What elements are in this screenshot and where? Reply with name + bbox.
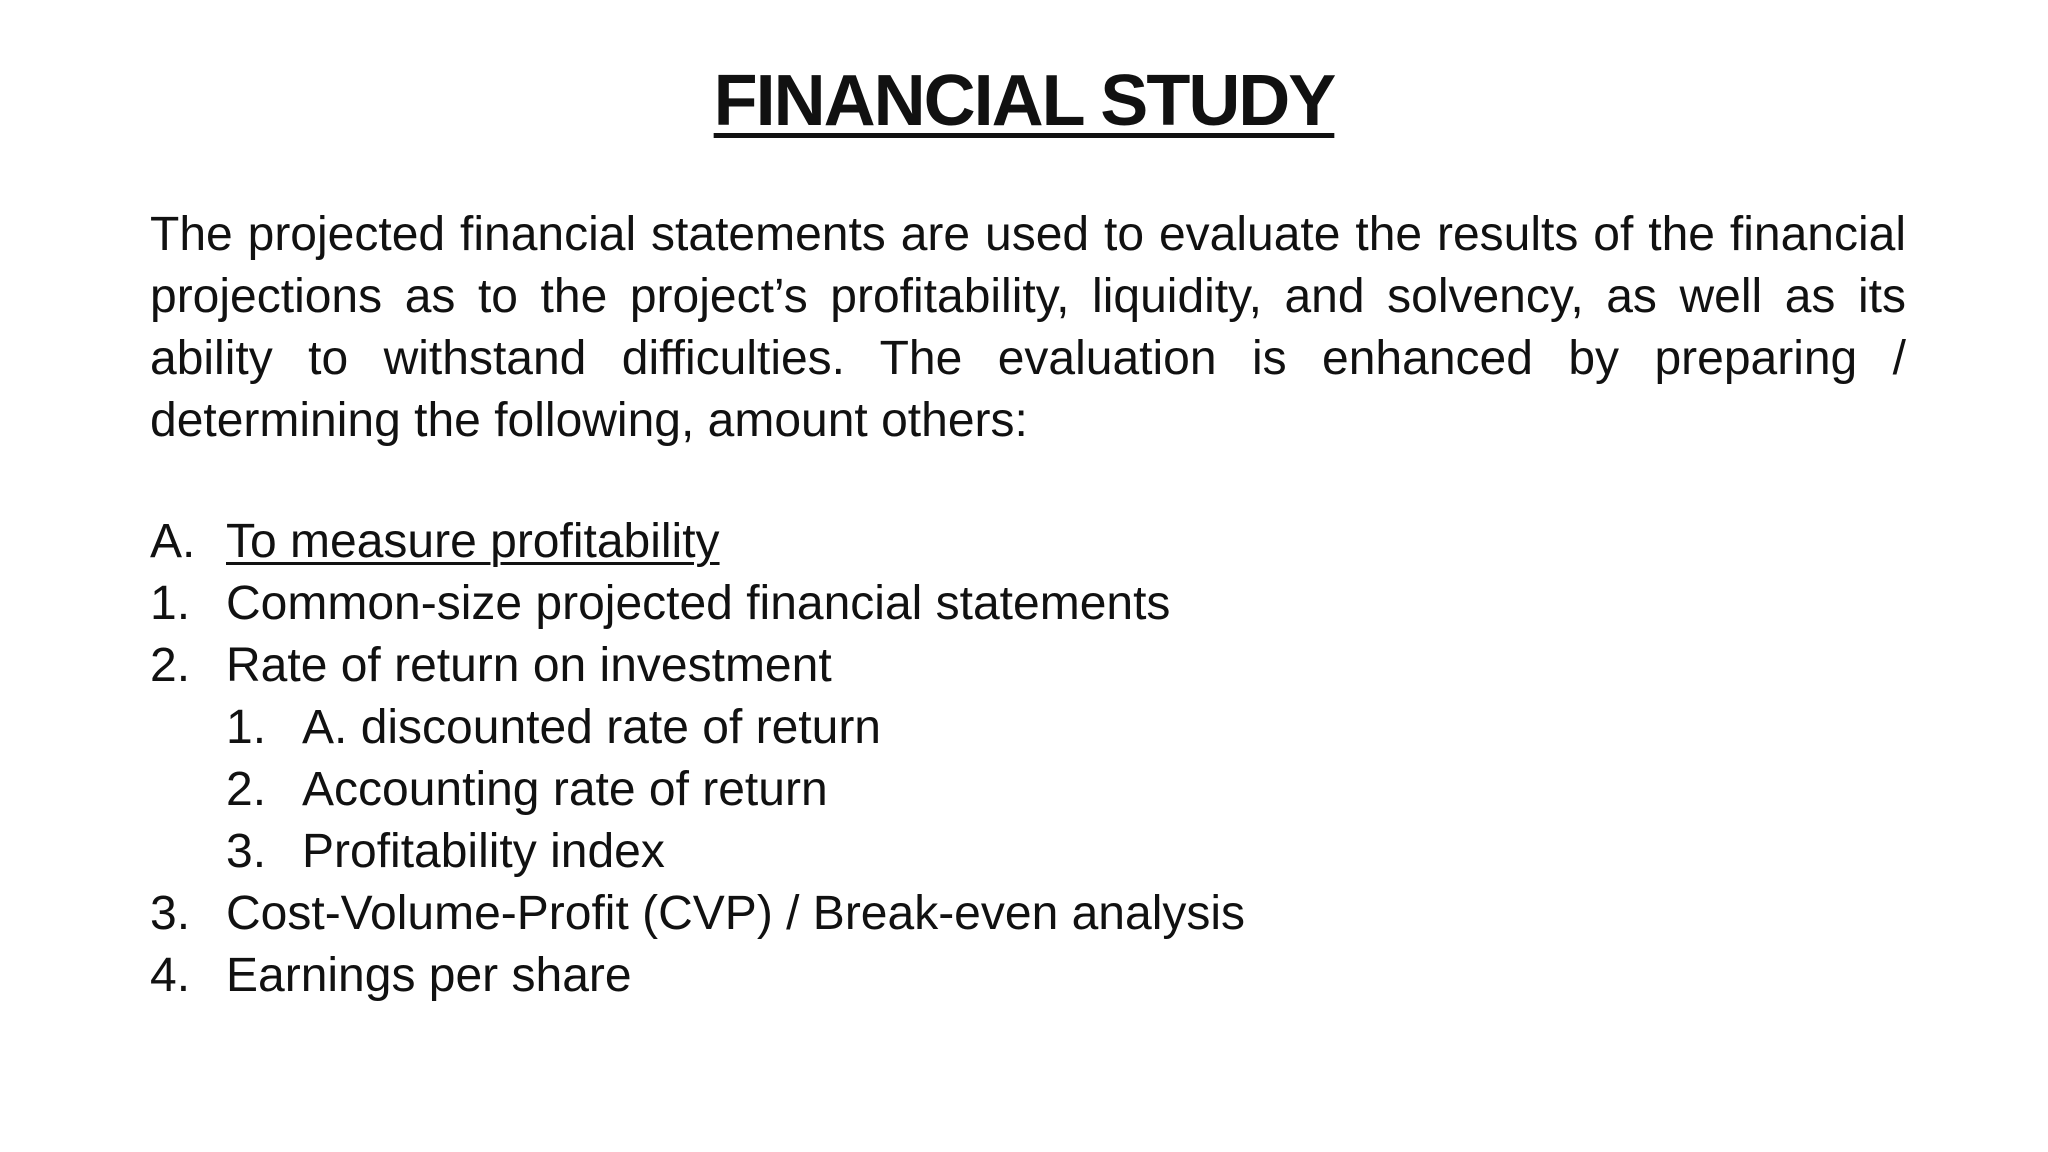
list-item-text: Earnings per share <box>226 949 632 1002</box>
sub-list-item-marker: 3. <box>226 825 267 878</box>
list-item-marker: 1. <box>150 577 191 630</box>
list-item-text: Cost-Volume-Profit (CVP) / Break-even analysis <box>226 887 1246 940</box>
slide-title: FINANCIAL STUDY <box>713 61 1335 141</box>
list-item-text: Common-size projected financial statements <box>226 577 1171 630</box>
intro-paragraph: The projected financial statements are used to evaluate the results of the financial projections as to the project’s profitability, liquidity, and solvency, as well as its ability to withstand difficulties. The evaluation is enhanced by preparing / determining the following, amount others: <box>150 208 1933 447</box>
list-item <box>150 635 1900 697</box>
list-item-marker: 3. <box>150 887 191 940</box>
sub-list-item-text: A. discounted rate of return <box>302 701 881 754</box>
sub-list-item-marker: 1. <box>226 701 267 754</box>
list-item <box>150 945 1900 1007</box>
section-heading <box>150 511 1900 573</box>
list-item-marker: 4. <box>150 949 191 1002</box>
sub-list-item-marker: 2. <box>226 763 267 816</box>
section-label: To measure profitability <box>226 515 720 568</box>
list-item <box>150 883 1900 945</box>
list-item-marker: 2. <box>150 639 191 692</box>
sub-list-item-text: Profitability index <box>302 825 665 878</box>
outline-list <box>150 511 1900 1007</box>
sub-list-item <box>150 759 1900 821</box>
section-marker: A. <box>150 515 196 568</box>
list-item <box>150 573 1900 635</box>
list-item-text: Rate of return on investment <box>226 639 832 692</box>
sub-list-item <box>150 821 1900 883</box>
sub-list-item <box>150 697 1900 759</box>
sub-list-item-text: Accounting rate of return <box>302 763 828 816</box>
